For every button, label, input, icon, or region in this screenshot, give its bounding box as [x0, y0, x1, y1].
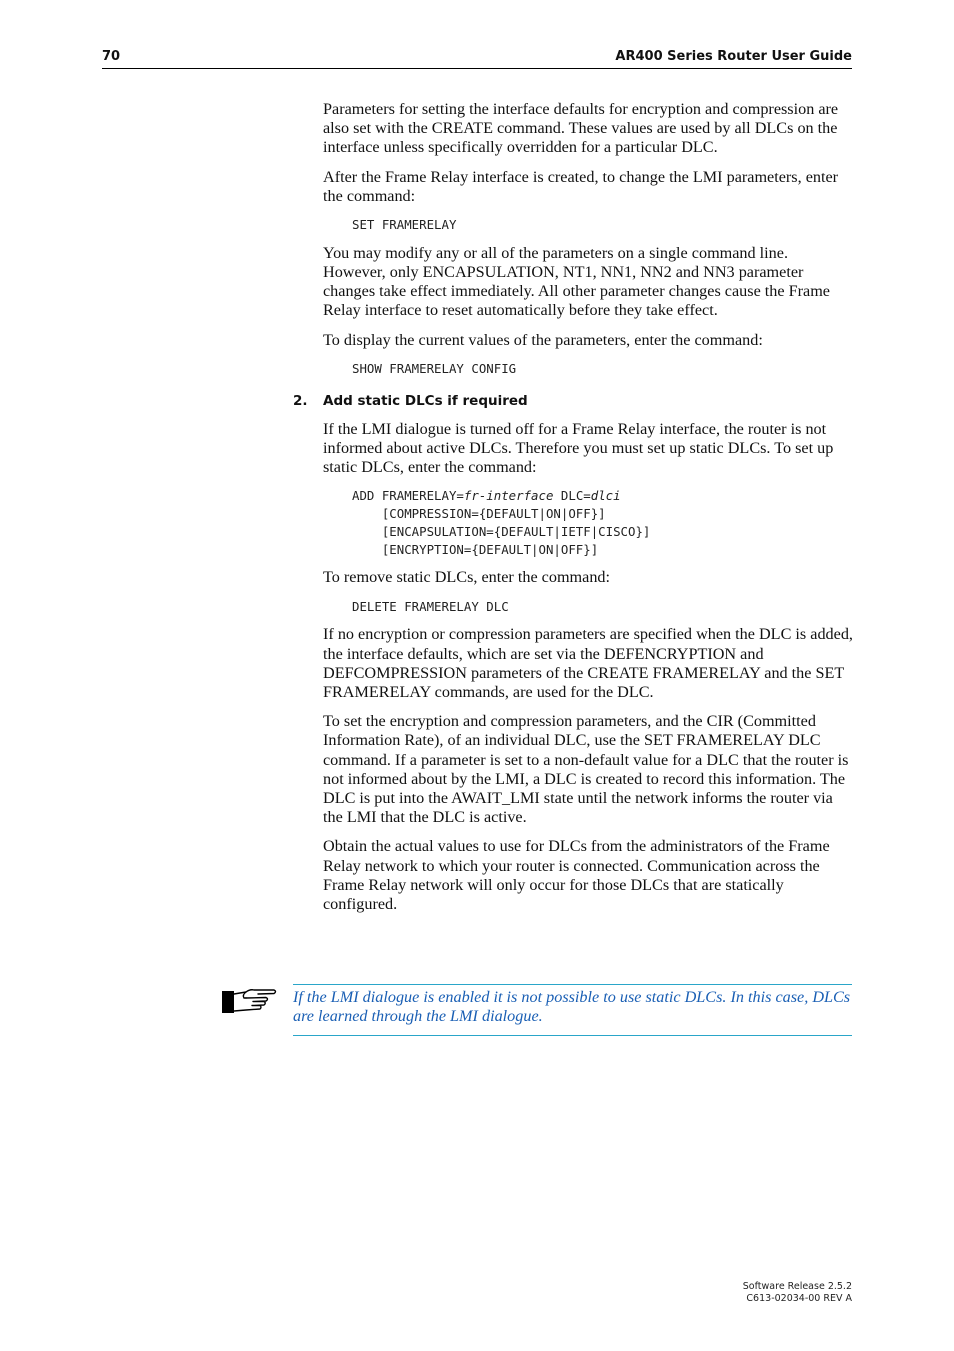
software-release: Software Release 2.5.2 [742, 1281, 852, 1292]
document-id: C613-02034-00 REV A [746, 1293, 852, 1304]
command-show-framerelay-config: SHOW FRAMERELAY CONFIG [352, 360, 517, 376]
note-box: If the LMI dialogue is enabled it is not possible to use static DLCs. In this case, DLCs are learned through the LMI dialogue. [293, 984, 852, 1036]
code-line: [ENCAPSULATION={DEFAULT|IETF|CISCO}] [352, 523, 651, 539]
paragraph: To set the encryption and compression parameters, and the CIR (Committed Information Rate), of an individual DLC, use the SET FRAMERELAY DLC command. If a parameter is set to a non-default value for a DLC that the router is not informed about by the LMI, a DLC is created to record this information. The DLC is put into the AWAIT_LMI state until the network informs the router via the LMI that the DLC is active. [323, 712, 849, 827]
paragraph: If no encryption or compression parameters are specified when the DLC is added, the interface defaults, which are set via the DEFENCRYPTION and DEFCOMPRESSION parameters of the CREATE FRAMERELAY and the SET FRAMERELAY commands, are used for the DLC. [323, 625, 853, 702]
step-title: Add static DLCs if required [323, 392, 528, 409]
paragraph: Obtain the actual values to use for DLCs from the administrators of the Frame Relay network to which your router is connected. Communication across the Frame Relay network will only occur for those DLCs that are statically configured. [323, 837, 830, 914]
page-header [102, 48, 852, 69]
paragraph: Parameters for setting the interface defaults for encryption and compression are also set with the CREATE command. These values are used by all DLCs on the interface unless specifically overridden for a particular DLC. [323, 100, 839, 157]
document-title: AR400 Series Router User Guide [615, 49, 852, 64]
code-argument: dlci [590, 488, 621, 504]
main-content [293, 100, 853, 924]
code-line: [COMPRESSION={DEFAULT|ON|OFF}] [352, 506, 606, 522]
page-number: 70 [102, 49, 121, 64]
pointing-hand-icon [222, 986, 278, 1016]
command-delete-framerelay-dlc: DELETE FRAMERELAY DLC [352, 598, 509, 614]
code-text: DLC= [553, 488, 591, 504]
step-heading [293, 392, 853, 410]
paragraph: You may modify any or all of the parameters on a single command line. However, only ENCAPSULATION, NT1, NN1, NN2 and NN3 parameter changes take effect immediately. All other parameter changes cause the Frame Relay interface to reset automatically before they take effect. [323, 243, 830, 320]
step-number: 2. [293, 392, 308, 409]
paragraph: To remove static DLCs, enter the command: [323, 568, 611, 587]
page-footer [743, 1281, 852, 1305]
paragraph: If the LMI dialogue is turned off for a Frame Relay interface, the router is not informed about active DLCs. Therefore you must set up static DLCs. To set up static DLCs, enter the command: [323, 419, 834, 477]
command-set-framerelay: SET FRAMERELAY [352, 217, 457, 233]
command-add-framerelay [352, 487, 853, 558]
paragraph: To display the current values of the parameters, enter the command: [323, 330, 763, 349]
code-argument: fr-interface [463, 488, 554, 504]
paragraph: After the Frame Relay interface is created, to change the LMI parameters, enter the command: [323, 167, 839, 205]
code-line: [ENCRYPTION={DEFAULT|ON|OFF}] [352, 541, 599, 557]
code-text: ADD FRAMERELAY= [352, 488, 464, 504]
